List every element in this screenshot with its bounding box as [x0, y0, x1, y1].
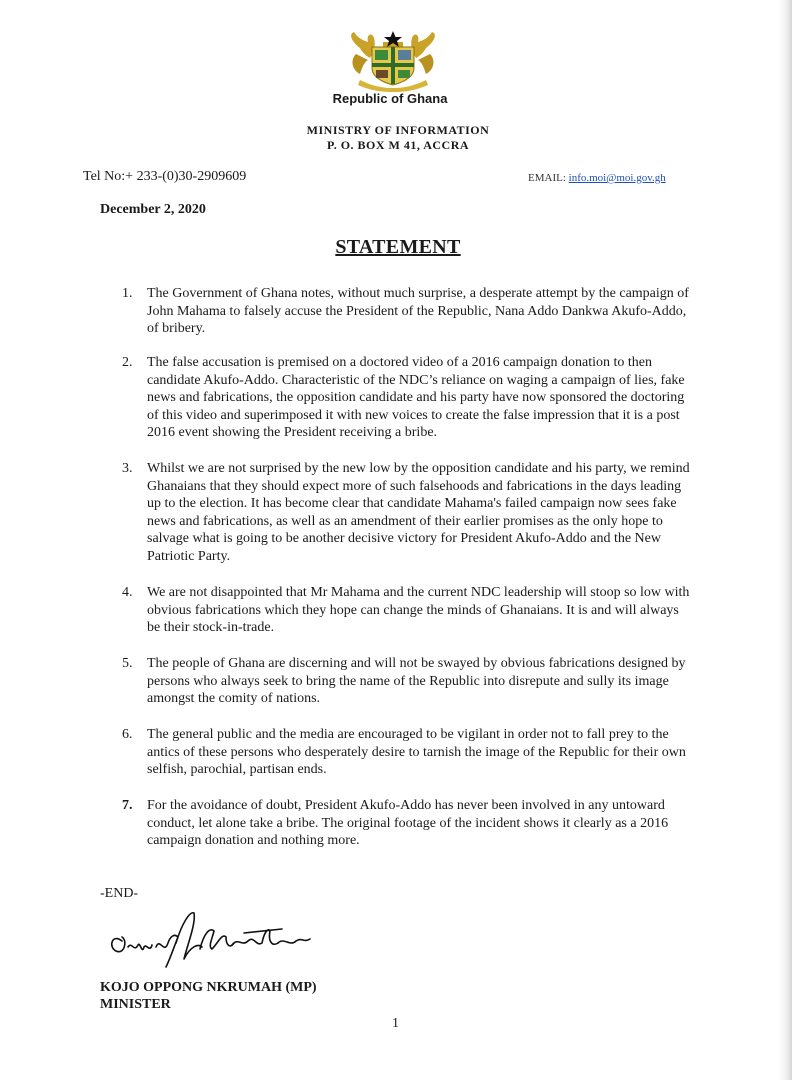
- paragraph-4: [122, 584, 694, 637]
- page-number: 1: [392, 1016, 399, 1031]
- end-marker: -END-: [100, 886, 139, 901]
- paragraph-6: [122, 726, 694, 779]
- paragraph-number: 7.: [122, 798, 133, 813]
- paragraph-number: 4.: [122, 585, 133, 600]
- document-title: STATEMENT: [335, 236, 461, 258]
- paragraph-number: 5.: [122, 656, 133, 671]
- ministry-name: MINISTRY OF INFORMATION: [306, 123, 490, 137]
- paragraph-5: [122, 655, 694, 708]
- telephone-number: Tel No:+ 233-(0)30-2909609: [83, 169, 247, 184]
- paragraph-number: 3.: [122, 461, 133, 476]
- paragraph-text: Whilst we are not surprised by the new low by the opposition candidate and his party, we remind Ghanaians that they should expect more of such falsehoods and fabrications in the days leading up to the election. It has become clear that candidate Mahama's failed campaign now sees fake news and fabrications, as well as an amendment of their earlier promises as the only hope to salvage what is going to be another decisive victory for President Akufo-Addo and the New Patriotic Party.: [147, 461, 690, 564]
- paragraph-3: [122, 460, 694, 565]
- signatory-title: MINISTER: [100, 997, 171, 1012]
- statement-date: December 2, 2020: [100, 202, 206, 217]
- paragraph-7: [122, 797, 694, 850]
- page-edge-shadow: [778, 0, 792, 1080]
- paragraph-1: [122, 285, 694, 338]
- paragraph-text: The people of Ghana are discerning and will not be swayed by obvious fabrications designed by persons who always seek to bring the name of the Republic into disrepute and sully its image amongst the comity of nations.: [147, 656, 686, 706]
- paragraph-text: For the avoidance of doubt, President Akufo-Addo has never been involved in any untoward conduct, let alone take a bribe. The original footage of the incident shows it clearly as a 2016 campaign donation and nothing more.: [147, 798, 669, 848]
- email-label: EMAIL:: [528, 172, 566, 184]
- paragraph-number: 1.: [122, 286, 133, 301]
- ghana-coat-of-arms-icon: [346, 30, 440, 92]
- email-line: [528, 172, 666, 184]
- paragraph-2: [122, 354, 694, 442]
- paragraph-text: We are not disappointed that Mr Mahama and the current NDC leadership will stoop so low with obvious fabrications which they hope can change the minds of Ghanaians. It is and will always be their stock-in-trade.: [147, 585, 690, 635]
- paragraph-number: 2.: [122, 355, 133, 370]
- country-name: Republic of Ghana: [332, 91, 448, 106]
- paragraph-text: The false accusation is premised on a doctored video of a 2016 campaign donation to then candidate Akufo-Addo. Characteristic of the NDC’s reliance on waging a campaign of lies, fake news and fabrications, the opposition candidate and his party have now sponsored the doctoring of this video and superimposed it with new voices to create the false impression that it is a post 2016 event showing the President receiving a bribe.: [147, 355, 685, 440]
- signatory-name: KOJO OPPONG NKRUMAH (MP): [100, 980, 317, 995]
- handwritten-signature: [104, 903, 324, 973]
- email-link[interactable]: info.moi@moi.gov.gh: [568, 172, 666, 184]
- paragraph-number: 6.: [122, 727, 133, 742]
- postal-address: P. O. BOX M 41, ACCRA: [326, 138, 470, 152]
- paragraph-text: The general public and the media are encouraged to be vigilant in order not to fall prey to the antics of these persons who desperately desire to tarnish the image of the Republic for their own selfish, parochial, partisan ends.: [147, 727, 686, 777]
- paragraph-text: The Government of Ghana notes, without much surprise, a desperate attempt by the campaign of John Mahama to falsely accuse the President of the Republic, Nana Addo Dankwa Akufo-Addo, of bribery.: [147, 286, 689, 336]
